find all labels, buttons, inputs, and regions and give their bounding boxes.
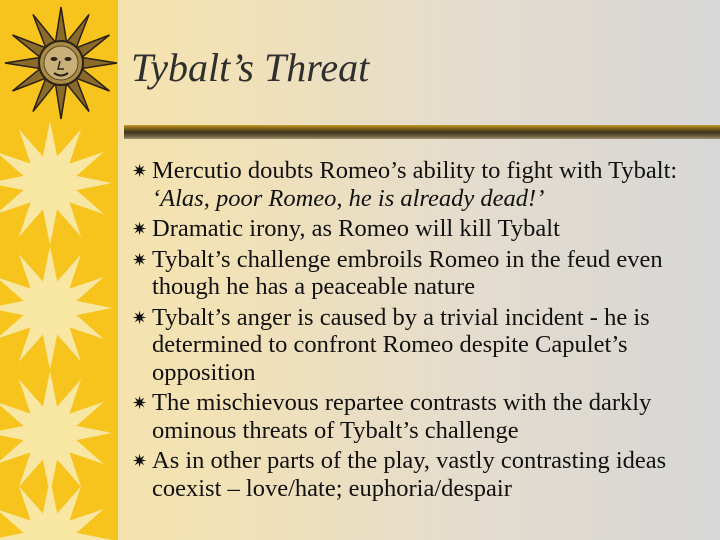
asterisk-bullet-icon: ✷ bbox=[132, 219, 148, 239]
bullet-text: Mercutio doubts Romeo’s ability to fight with Tybalt: ‘Alas, poor Romeo, he is already dead!’ bbox=[152, 157, 678, 212]
asterisk-bullet-icon: ✷ bbox=[132, 307, 148, 328]
slide-title: Tybalt’s Threat bbox=[131, 45, 370, 90]
quote-text: ‘Alas, poor Romeo, he is already dead!’ bbox=[152, 184, 545, 212]
bullet-text: Tybalt’s challenge embroils Romeo in the feud even though he has a peaceable nature bbox=[152, 245, 663, 300]
bullet-list bbox=[132, 157, 707, 505]
asterisk-bullet-icon: ✷ bbox=[132, 249, 148, 270]
list-item bbox=[132, 447, 707, 502]
sun-icon bbox=[0, 371, 112, 495]
sun-icon bbox=[0, 478, 112, 540]
asterisk-bullet-icon: ✷ bbox=[132, 451, 148, 471]
list-item bbox=[132, 157, 707, 212]
bullet-text: Dramatic irony, as Romeo will kill Tybalt bbox=[152, 215, 560, 242]
list-item bbox=[132, 215, 707, 243]
bullet-text: The mischievous repartee contrasts with the darkly ominous threats of Tybalt’s challenge bbox=[152, 389, 652, 444]
list-item bbox=[132, 246, 707, 301]
title-divider bbox=[124, 125, 720, 139]
asterisk-bullet-icon: ✷ bbox=[132, 393, 148, 413]
list-item bbox=[132, 304, 707, 387]
list-item bbox=[132, 389, 707, 444]
sun-icon bbox=[0, 121, 112, 245]
sun-face-icon bbox=[4, 4, 118, 122]
asterisk-bullet-icon: ✷ bbox=[132, 161, 148, 181]
bullet-text: As in other parts of the play, vastly contrasting ideas coexist – love/hate; euphoria/despair bbox=[152, 447, 667, 502]
bullet-text: Tybalt’s anger is caused by a trivial incident - he is determined to confront Romeo despite Capulet’s opposition bbox=[152, 303, 650, 386]
sun-icon bbox=[0, 246, 112, 370]
